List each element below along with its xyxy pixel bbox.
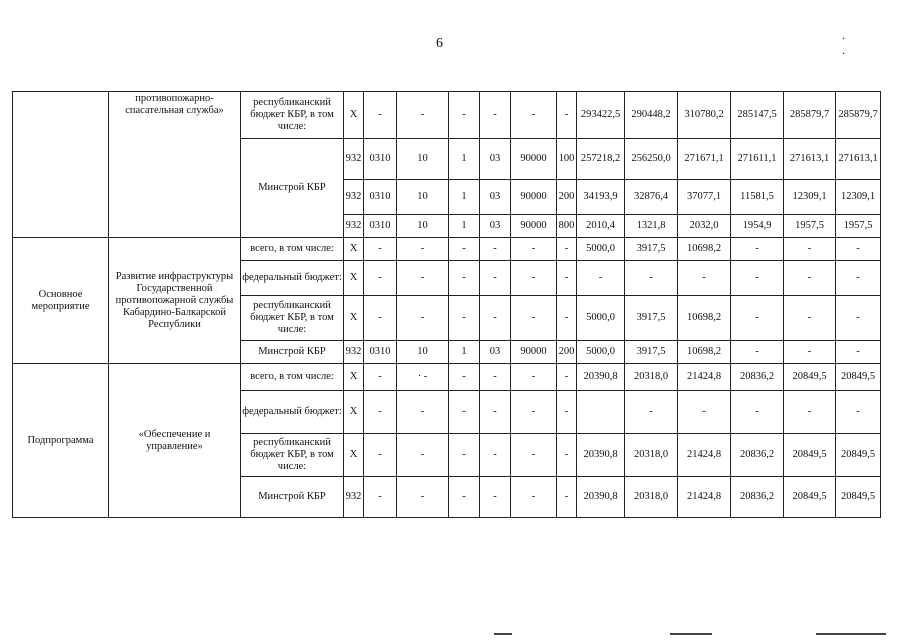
code-cell-cs2: - xyxy=(480,434,511,477)
value-cell: 20390,8 xyxy=(577,434,625,477)
value-cell: - xyxy=(731,238,784,261)
value-cell: - xyxy=(784,341,836,364)
code-cell-cs2: - xyxy=(480,477,511,518)
value-cell: 20836,2 xyxy=(731,434,784,477)
code-cell-rz: 0310 xyxy=(364,341,397,364)
code-cell-cs3: 90000 xyxy=(511,341,557,364)
code-cell-pr: - xyxy=(397,477,449,518)
status-cell: Основное мероприятие xyxy=(13,238,109,364)
value-cell: - xyxy=(784,391,836,434)
code-cell-pr: - xyxy=(397,296,449,341)
code-cell-cs2: 03 xyxy=(480,215,511,238)
value-cell: - xyxy=(731,391,784,434)
code-cell-cs2: - xyxy=(480,391,511,434)
code-cell-pr: - xyxy=(397,434,449,477)
value-cell: 32876,4 xyxy=(625,180,678,215)
value-cell: 3917,5 xyxy=(625,238,678,261)
code-cell-grbs: X xyxy=(344,434,364,477)
status-cell xyxy=(13,92,109,238)
value-cell: 21424,8 xyxy=(678,434,731,477)
code-cell-pr: 10 xyxy=(397,215,449,238)
value-cell: 12309,1 xyxy=(784,180,836,215)
value-cell: 285879,7 xyxy=(836,92,881,139)
code-cell-rz: - xyxy=(364,261,397,296)
code-cell-vr: - xyxy=(557,391,577,434)
code-cell-grbs: X xyxy=(344,391,364,434)
code-cell-cs2: 03 xyxy=(480,180,511,215)
value-cell: 34193,9 xyxy=(577,180,625,215)
code-cell-cs2: - xyxy=(480,261,511,296)
table-row xyxy=(13,238,881,261)
code-cell-cs1: 1 xyxy=(449,341,480,364)
code-cell-pr: - xyxy=(397,238,449,261)
code-cell-vr: - xyxy=(557,92,577,139)
source-cell: всего, в том числе: xyxy=(241,238,344,261)
value-cell: - xyxy=(731,261,784,296)
code-cell-pr: 10 xyxy=(397,341,449,364)
value-cell: 11581,5 xyxy=(731,180,784,215)
code-cell-cs2: - xyxy=(480,92,511,139)
value-cell: 20318,0 xyxy=(625,434,678,477)
value-cell: 1321,8 xyxy=(625,215,678,238)
value-cell: 271611,1 xyxy=(731,139,784,180)
code-cell-cs2: - xyxy=(480,238,511,261)
code-cell-grbs: X xyxy=(344,238,364,261)
value-cell: 1957,5 xyxy=(784,215,836,238)
value-cell: 20849,5 xyxy=(784,364,836,391)
source-cell: Минстрой КБР xyxy=(241,477,344,518)
value-cell: 2032,0 xyxy=(678,215,731,238)
code-cell-grbs: 932 xyxy=(344,477,364,518)
value-cell: 20849,5 xyxy=(784,477,836,518)
code-cell-grbs: 932 xyxy=(344,180,364,215)
code-cell-vr: 800 xyxy=(557,215,577,238)
value-cell: 20849,5 xyxy=(784,434,836,477)
value-cell: 12309,1 xyxy=(836,180,881,215)
value-cell: 257218,2 xyxy=(577,139,625,180)
code-cell-pr: 10 xyxy=(397,139,449,180)
value-cell: 310780,2 xyxy=(678,92,731,139)
value-cell: - xyxy=(731,341,784,364)
code-cell-rz: - xyxy=(364,477,397,518)
code-cell-grbs: X xyxy=(344,92,364,139)
value-cell: 20318,0 xyxy=(625,364,678,391)
code-cell-cs2: 03 xyxy=(480,139,511,180)
footer-line xyxy=(816,633,886,635)
code-cell-cs3: - xyxy=(511,477,557,518)
code-cell-cs1: 1 xyxy=(449,215,480,238)
code-cell-cs1: 1 xyxy=(449,139,480,180)
value-cell: 20390,8 xyxy=(577,364,625,391)
code-cell-vr: 200 xyxy=(557,341,577,364)
value-cell: - xyxy=(678,391,731,434)
source-cell: федеральный бюджет: xyxy=(241,391,344,434)
value-cell: 3917,5 xyxy=(625,296,678,341)
value-cell: 290448,2 xyxy=(625,92,678,139)
code-cell-cs3: - xyxy=(511,261,557,296)
value-cell: 10698,2 xyxy=(678,238,731,261)
footer-line xyxy=(670,633,712,635)
value-cell: 271613,1 xyxy=(784,139,836,180)
value-cell: 5000,0 xyxy=(577,238,625,261)
code-cell-vr: 200 xyxy=(557,180,577,215)
code-cell-rz: - xyxy=(364,434,397,477)
code-cell-cs2: - xyxy=(480,364,511,391)
value-cell: 293422,5 xyxy=(577,92,625,139)
name-cell: «Обеспечение и управление» xyxy=(109,364,241,518)
code-cell-grbs: 932 xyxy=(344,139,364,180)
value-cell: 21424,8 xyxy=(678,477,731,518)
value-cell: 1954,9 xyxy=(731,215,784,238)
code-cell-cs3: - xyxy=(511,238,557,261)
code-cell-pr: 10 xyxy=(397,180,449,215)
code-cell-cs1: - xyxy=(449,364,480,391)
value-cell: - xyxy=(836,391,881,434)
value-cell: - xyxy=(577,261,625,296)
code-cell-cs3: - xyxy=(511,391,557,434)
code-cell-cs1: 1 xyxy=(449,180,480,215)
code-cell-cs3: - xyxy=(511,364,557,391)
value-cell: 285879,7 xyxy=(784,92,836,139)
code-cell-rz: 0310 xyxy=(364,139,397,180)
value-cell: 2010,4 xyxy=(577,215,625,238)
code-cell-rz: - xyxy=(364,364,397,391)
value-cell: 20836,2 xyxy=(731,477,784,518)
source-cell: Минстрой КБР xyxy=(241,139,344,238)
code-cell-pr: - xyxy=(397,391,449,434)
footer-line xyxy=(494,633,512,635)
code-cell-cs2: - xyxy=(480,296,511,341)
code-cell-vr: - xyxy=(557,296,577,341)
source-cell: республиканский бюджет КБР, в том числе: xyxy=(241,434,344,477)
code-cell-grbs: 932 xyxy=(344,341,364,364)
value-cell: - xyxy=(678,261,731,296)
source-cell: Минстрой КБР xyxy=(241,341,344,364)
name-cell: Развитие инфраструктуры Государственной противопожарной службы Кабардино-Балкарской Республики xyxy=(109,238,241,364)
value-cell: 10698,2 xyxy=(678,341,731,364)
value-cell: - xyxy=(784,261,836,296)
value-cell: 5000,0 xyxy=(577,296,625,341)
value-cell: 1957,5 xyxy=(836,215,881,238)
source-cell: федеральный бюджет: xyxy=(241,261,344,296)
value-cell: 10698,2 xyxy=(678,296,731,341)
code-cell-cs1: - xyxy=(449,261,480,296)
value-cell: 285147,5 xyxy=(731,92,784,139)
code-cell-vr: 100 xyxy=(557,139,577,180)
budget-table xyxy=(12,91,881,518)
code-cell-rz: - xyxy=(364,391,397,434)
code-cell-pr: · - xyxy=(397,364,449,391)
value-cell: 3917,5 xyxy=(625,341,678,364)
value-cell: - xyxy=(836,261,881,296)
value-cell xyxy=(577,391,625,434)
value-cell: 271671,1 xyxy=(678,139,731,180)
code-cell-rz: - xyxy=(364,92,397,139)
value-cell: - xyxy=(836,341,881,364)
code-cell-grbs: 932 xyxy=(344,215,364,238)
value-cell: - xyxy=(836,296,881,341)
code-cell-rz: 0310 xyxy=(364,180,397,215)
value-cell: 20318,0 xyxy=(625,477,678,518)
code-cell-rz: 0310 xyxy=(364,215,397,238)
value-cell: 20836,2 xyxy=(731,364,784,391)
code-cell-pr: - xyxy=(397,92,449,139)
value-cell: - xyxy=(784,238,836,261)
value-cell: 5000,0 xyxy=(577,341,625,364)
name-cell: противопожарно-спасательная служба» xyxy=(109,92,241,238)
table-row xyxy=(13,92,881,139)
code-cell-cs1: - xyxy=(449,296,480,341)
code-cell-cs1: - xyxy=(449,92,480,139)
source-cell: республиканский бюджет КБР, в том числе: xyxy=(241,296,344,341)
value-cell: 271613,1 xyxy=(836,139,881,180)
value-cell: 20849,5 xyxy=(836,434,881,477)
table-row xyxy=(13,364,881,391)
source-cell: всего, в том числе: xyxy=(241,364,344,391)
code-cell-vr: - xyxy=(557,238,577,261)
value-cell: 256250,0 xyxy=(625,139,678,180)
code-cell-cs1: - xyxy=(449,391,480,434)
value-cell: 21424,8 xyxy=(678,364,731,391)
code-cell-cs3: 90000 xyxy=(511,180,557,215)
value-cell: 37077,1 xyxy=(678,180,731,215)
code-cell-vr: - xyxy=(557,364,577,391)
corner-mark: . . xyxy=(842,28,867,57)
code-cell-grbs: X xyxy=(344,261,364,296)
code-cell-cs3: - xyxy=(511,92,557,139)
code-cell-grbs: X xyxy=(344,364,364,391)
code-cell-pr: - xyxy=(397,261,449,296)
code-cell-cs2: 03 xyxy=(480,341,511,364)
value-cell: 20849,5 xyxy=(836,364,881,391)
value-cell: - xyxy=(625,261,678,296)
code-cell-cs3: 90000 xyxy=(511,215,557,238)
status-cell: Подпрограмма xyxy=(13,364,109,518)
code-cell-vr: - xyxy=(557,261,577,296)
source-cell: республиканский бюджет КБР, в том числе: xyxy=(241,92,344,139)
code-cell-vr: - xyxy=(557,434,577,477)
value-cell: - xyxy=(784,296,836,341)
code-cell-cs1: - xyxy=(449,434,480,477)
page-number: 6 xyxy=(436,36,443,51)
value-cell: - xyxy=(836,238,881,261)
code-cell-cs3: - xyxy=(511,434,557,477)
code-cell-vr: - xyxy=(557,477,577,518)
code-cell-grbs: X xyxy=(344,296,364,341)
value-cell: 20849,5 xyxy=(836,477,881,518)
code-cell-cs3: - xyxy=(511,296,557,341)
value-cell: 20390,8 xyxy=(577,477,625,518)
value-cell: - xyxy=(731,296,784,341)
code-cell-cs3: 90000 xyxy=(511,139,557,180)
code-cell-cs1: - xyxy=(449,477,480,518)
code-cell-rz: - xyxy=(364,238,397,261)
code-cell-cs1: - xyxy=(449,238,480,261)
code-cell-rz: - xyxy=(364,296,397,341)
value-cell: - xyxy=(625,391,678,434)
